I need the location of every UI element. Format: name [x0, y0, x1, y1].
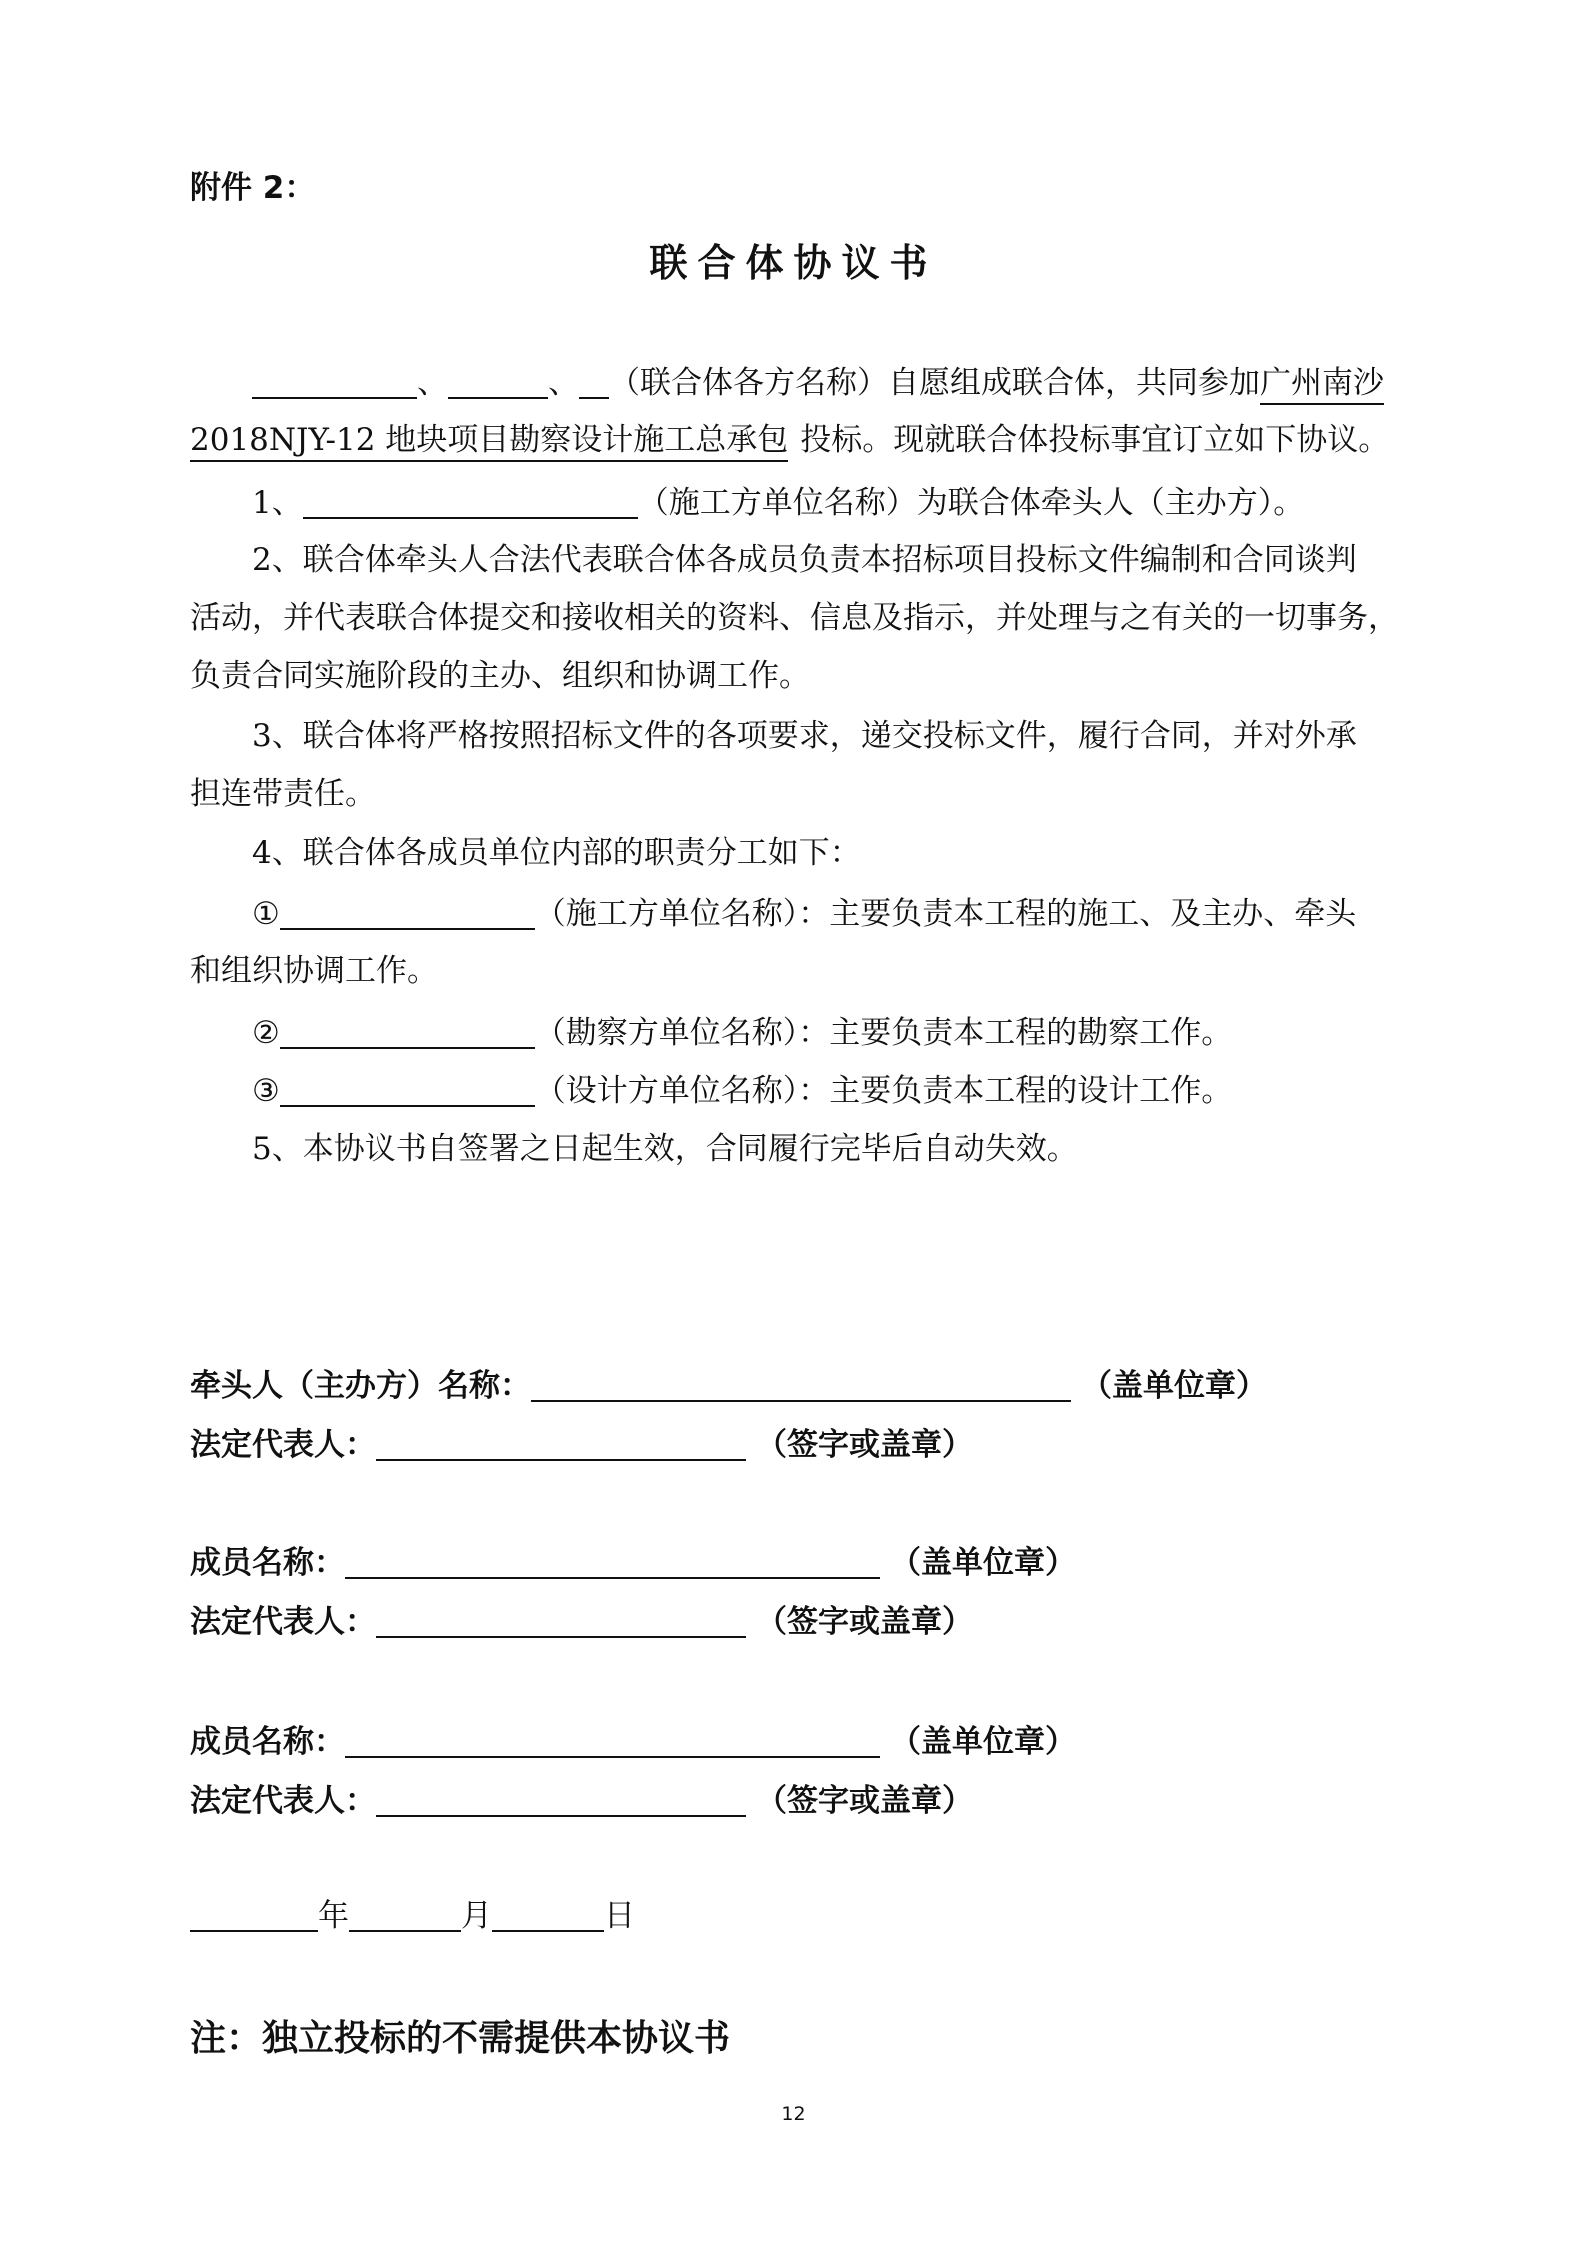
legal-rep-blank	[376, 1785, 746, 1817]
party-name-blank-2	[448, 367, 548, 399]
footnote: 注：独立投标的不需提供本协议书	[190, 2018, 731, 2059]
separator: 、	[548, 365, 579, 401]
party-name-blank-1	[252, 367, 417, 399]
clause-2-line-3: 负责合同实施阶段的主办、组织和协调工作。	[190, 658, 810, 694]
survey-unit-blank	[280, 1017, 535, 1049]
sign-note: （签字或盖章）	[756, 1783, 973, 1819]
month-blank	[349, 1900, 461, 1932]
seal-note: （盖单位章）	[1081, 1368, 1267, 1404]
member-name-label: 成员名称：	[190, 1545, 345, 1581]
project-name-part-b: 2018NJY-12 地块项目勘察设计施工总承包	[190, 422, 788, 462]
separator: 、	[417, 365, 448, 401]
project-name-part-a: 广州南沙	[1260, 365, 1384, 405]
year-blank	[190, 1900, 318, 1932]
design-unit-blank	[280, 1075, 535, 1107]
date-row	[190, 1900, 635, 1932]
member-name-label: 成员名称：	[190, 1724, 345, 1760]
party-name-blank-3	[579, 367, 609, 399]
lead-name-label: 牵头人（主办方）名称：	[190, 1368, 531, 1404]
legal-rep-label: 法定代表人：	[190, 1783, 376, 1819]
member-2-signature-row	[190, 1726, 1076, 1758]
seal-note: （盖单位章）	[890, 1724, 1076, 1760]
clause-1	[252, 487, 1304, 519]
seal-note: （盖单位章）	[890, 1545, 1076, 1581]
sign-note: （签字或盖章）	[756, 1427, 973, 1463]
member-1-legal-rep-row	[190, 1606, 973, 1638]
member-duty-construction-cont: 和组织协调工作。	[190, 953, 438, 989]
item-marker: ③	[252, 1073, 280, 1109]
clause-2-line-2: 活动，并代表联合体提交和接收相关的资料、信息及指示，并处理与之有关的一切事务，	[190, 600, 1399, 636]
lead-unit-blank	[303, 487, 638, 519]
legal-rep-blank	[376, 1606, 746, 1638]
clause-5: 5、本协议书自签署之日起生效，合同履行完毕后自动失效。	[252, 1131, 1078, 1167]
lead-legal-rep-row	[190, 1429, 973, 1461]
member-duty-design	[252, 1075, 1232, 1107]
clause-2-line-1: 2、联合体牵头人合法代表联合体各成员负责本招标项目投标文件编制和合同谈判	[252, 542, 1357, 578]
clause-1-text: （施工方单位名称）为联合体牵头人（主办方）。	[637, 485, 1305, 521]
clause-3-line-1: 3、联合体将严格按照招标文件的各项要求，递交投标文件，履行合同，并对外承	[252, 718, 1357, 754]
intro-text: 投标。现就联合体投标事宜订立如下协议。	[800, 422, 1390, 458]
legal-rep-label: 法定代表人：	[190, 1427, 376, 1463]
member-name-blank	[345, 1726, 880, 1758]
item-marker: ②	[252, 1015, 280, 1051]
page-number: 12	[781, 2103, 806, 2125]
attachment-label: 附件 2：	[190, 170, 316, 206]
item-text: （勘察方单位名称）：主要负责本工程的勘察工作。	[534, 1015, 1233, 1051]
member-1-signature-row	[190, 1547, 1076, 1579]
member-2-legal-rep-row	[190, 1785, 973, 1817]
intro-line-2	[190, 422, 1390, 458]
document-title: 联合体协议书	[649, 240, 938, 285]
item-text: （施工方单位名称）：主要负责本工程的施工、及主办、牵头	[534, 896, 1357, 932]
member-name-blank	[345, 1547, 880, 1579]
lead-signature-row	[190, 1370, 1267, 1402]
member-duty-survey	[252, 1017, 1232, 1049]
day-label: 日	[604, 1898, 635, 1934]
item-text: （设计方单位名称）：主要负责本工程的设计工作。	[534, 1073, 1233, 1109]
clause-1-prefix: 1、	[252, 485, 303, 521]
intro-text: （联合体各方名称）自愿组成联合体，共同参加	[609, 365, 1260, 401]
sign-note: （签字或盖章）	[756, 1604, 973, 1640]
construction-unit-blank	[280, 898, 535, 930]
item-marker: ①	[252, 896, 280, 932]
month-label: 月	[461, 1898, 492, 1934]
legal-rep-blank	[376, 1429, 746, 1461]
clause-4-heading: 4、联合体各成员单位内部的职责分工如下：	[252, 835, 861, 871]
member-duty-construction	[252, 898, 1356, 930]
day-blank	[492, 1900, 604, 1932]
year-label: 年	[318, 1898, 349, 1934]
lead-name-blank	[531, 1370, 1071, 1402]
intro-line-1	[252, 367, 1384, 399]
clause-3-line-2: 担连带责任。	[190, 776, 376, 812]
legal-rep-label: 法定代表人：	[190, 1604, 376, 1640]
